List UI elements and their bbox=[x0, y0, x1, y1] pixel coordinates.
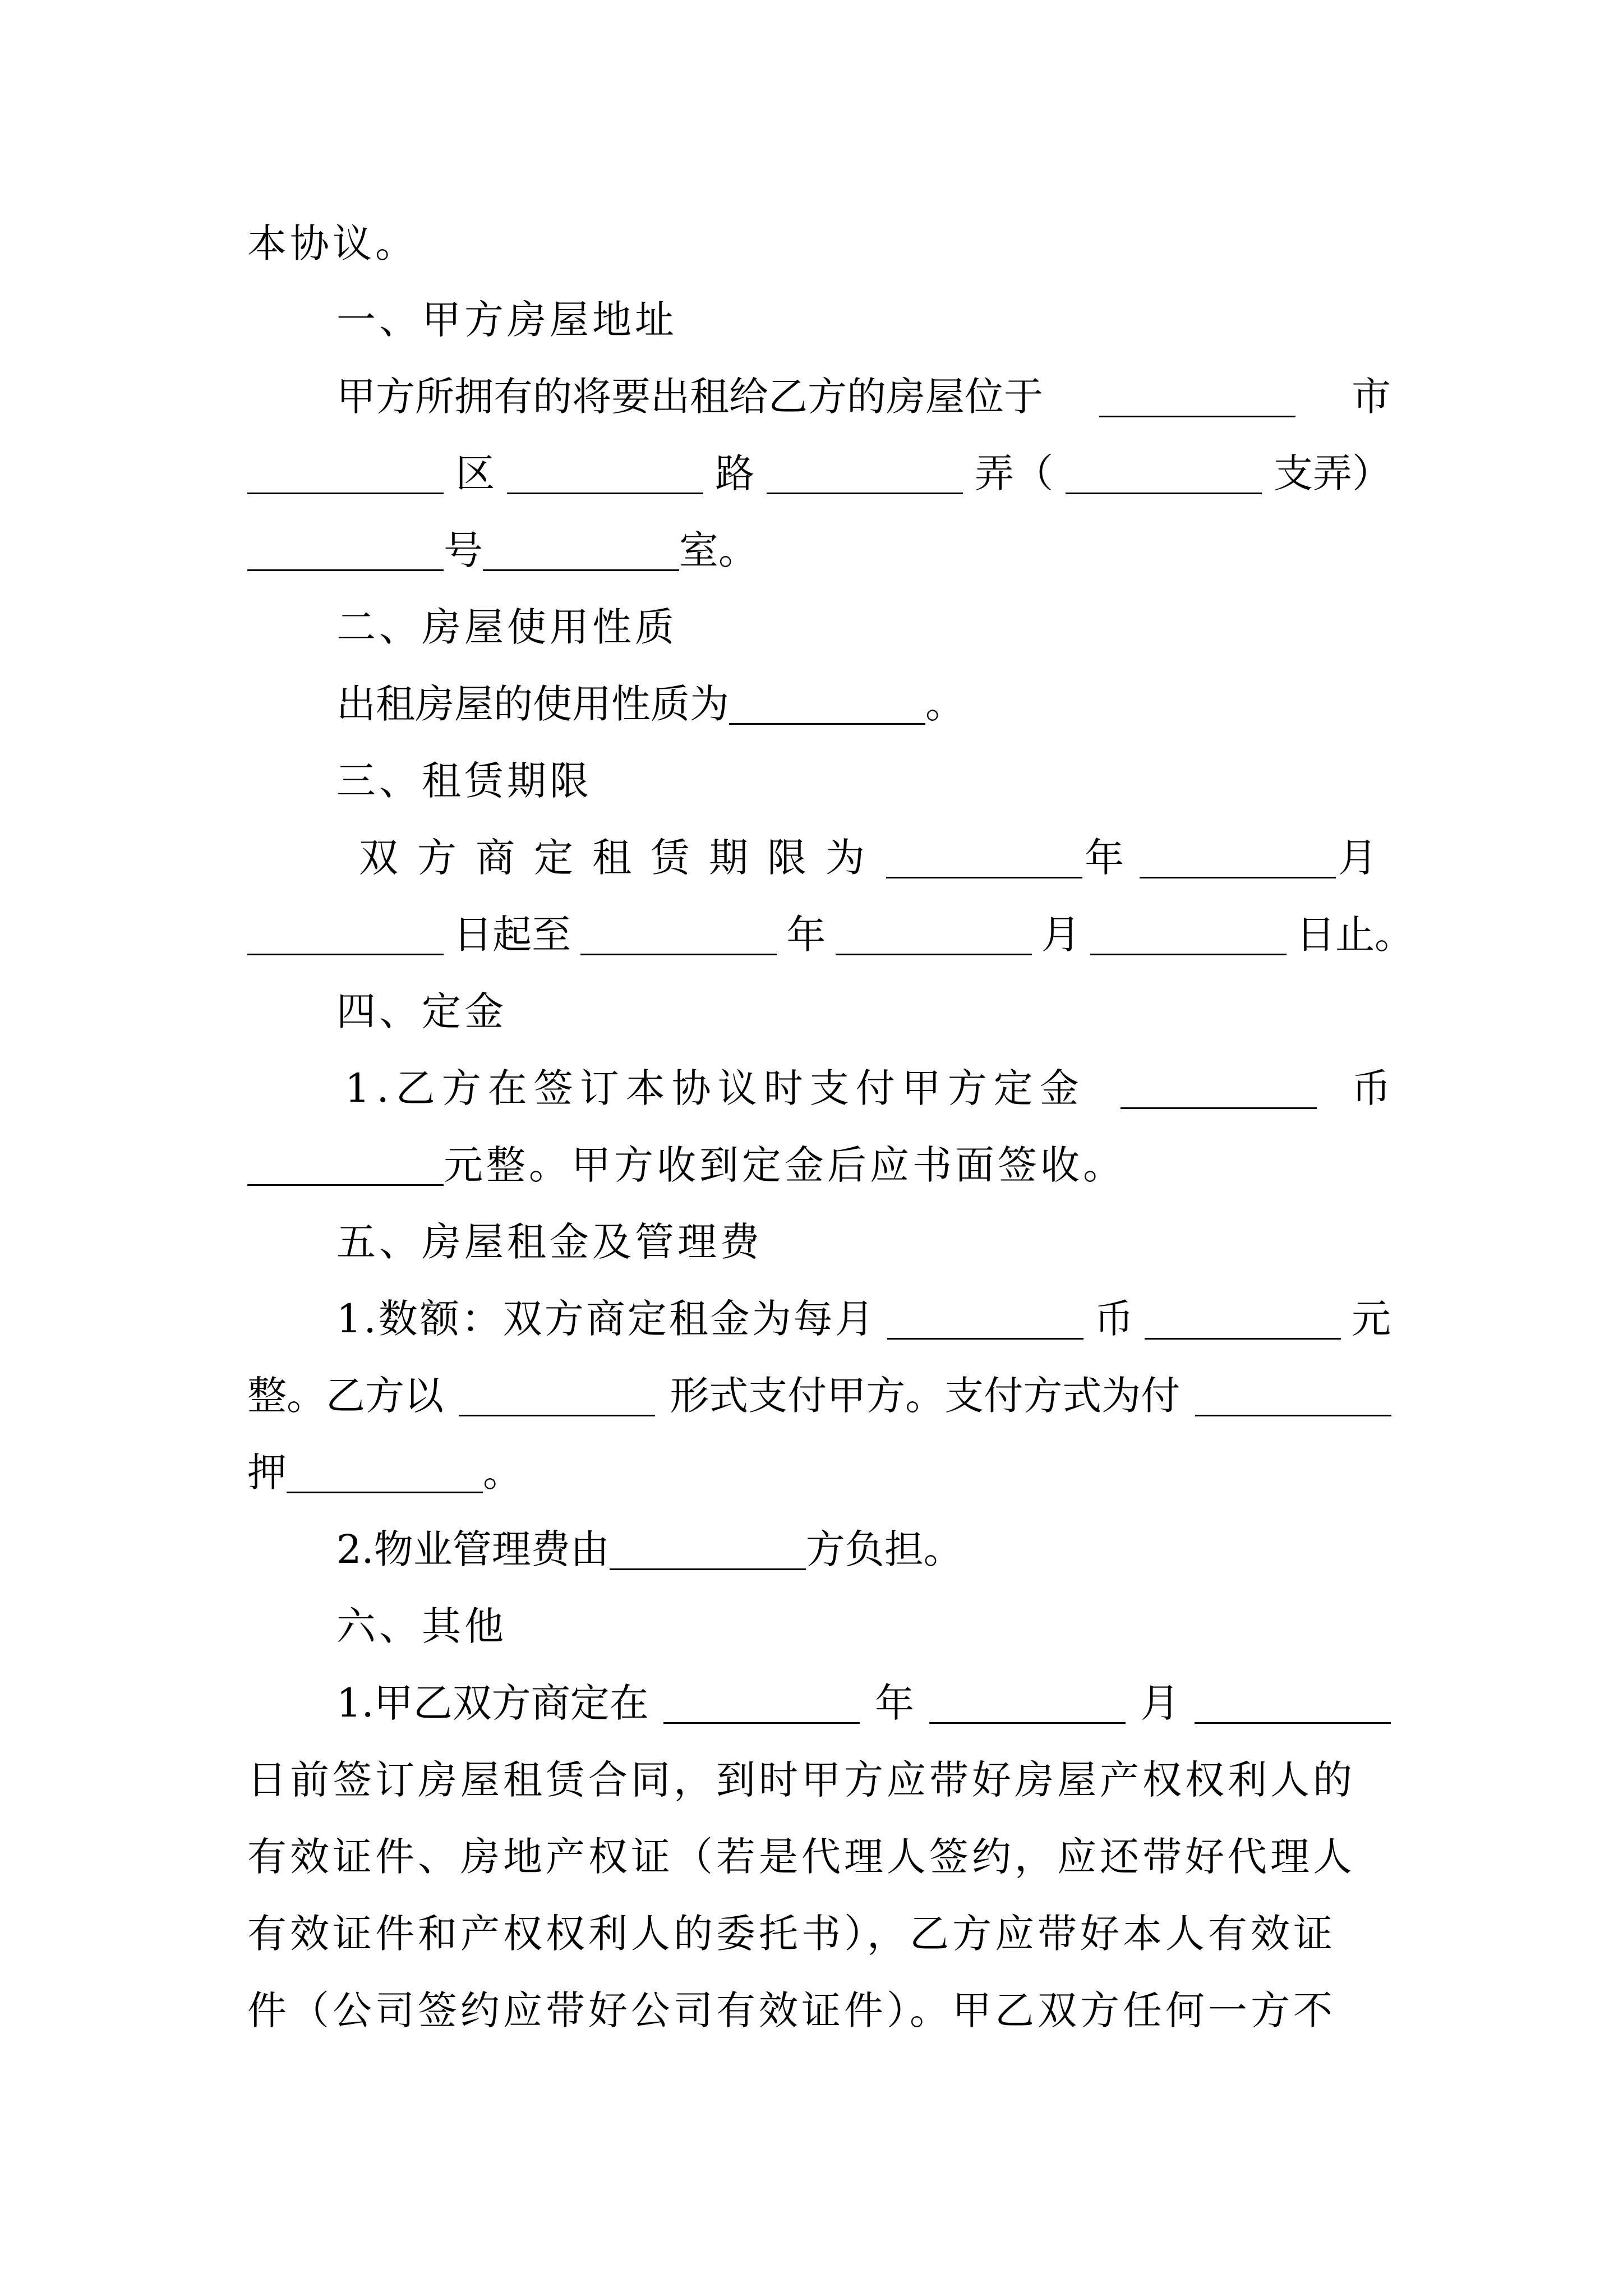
text-segment: 年 bbox=[786, 912, 826, 958]
fill-in-blank[interactable] bbox=[886, 838, 1082, 878]
text-segment: 本协议。 bbox=[247, 220, 418, 266]
text-segment: 1.数额：双方商定租金为每月 bbox=[336, 1296, 877, 1342]
text-segment: 日前签订房屋租赁合同，到时甲方应带好房屋产权权利人的 bbox=[247, 1757, 1355, 1803]
fill-in-blank[interactable] bbox=[1090, 914, 1287, 955]
section-heading-text: 六、其他 bbox=[336, 1603, 507, 1649]
fill-in-blank[interactable] bbox=[1066, 453, 1262, 494]
text-segment: 年 bbox=[875, 1680, 915, 1726]
section-heading-text: 四、定金 bbox=[336, 988, 507, 1034]
text-line bbox=[247, 895, 1414, 974]
text-segment: 号 bbox=[444, 527, 483, 573]
text-line bbox=[247, 1894, 1391, 1973]
text-line bbox=[247, 204, 1391, 283]
text-segment: 2.物业管理费由 bbox=[336, 1526, 610, 1572]
text-segment: 月 bbox=[1140, 1680, 1180, 1726]
fill-in-blank[interactable] bbox=[767, 453, 963, 494]
text-segment: 市 bbox=[1352, 374, 1391, 420]
text-segment: 有效证件、房地产权证（若是代理人签约，应还带好代理人 bbox=[247, 1834, 1355, 1880]
text-segment: 区 bbox=[455, 450, 495, 496]
fill-in-blank[interactable] bbox=[836, 914, 1032, 955]
text-line bbox=[247, 1818, 1391, 1896]
text-segment: 月 bbox=[1338, 835, 1391, 881]
text-segment: 路 bbox=[715, 450, 755, 496]
fill-in-blank[interactable] bbox=[507, 453, 703, 494]
fill-in-blank[interactable] bbox=[459, 1375, 655, 1416]
text-line bbox=[247, 1356, 1391, 1435]
text-line bbox=[247, 1741, 1391, 1819]
section-heading bbox=[336, 742, 1391, 820]
fill-in-blank[interactable] bbox=[287, 1452, 483, 1493]
section-heading bbox=[336, 972, 1391, 1051]
text-line bbox=[247, 434, 1391, 513]
text-segment: 年 bbox=[1085, 835, 1137, 881]
text-segment: 室。 bbox=[679, 527, 758, 573]
text-line bbox=[247, 1433, 1391, 1512]
text-line bbox=[336, 1510, 1391, 1589]
text-segment: 件（公司签约应带好公司有效证件）。甲乙双方任何一方不 bbox=[247, 1987, 1336, 2033]
section-heading-text: 三、租赁期限 bbox=[336, 758, 592, 804]
fill-in-blank[interactable] bbox=[1145, 1299, 1341, 1340]
text-segment: 月 bbox=[1041, 912, 1081, 958]
text-segment: 弄（ bbox=[975, 450, 1054, 496]
fill-in-blank[interactable] bbox=[247, 530, 444, 571]
text-line bbox=[345, 1049, 1391, 1128]
text-segment: 。 bbox=[925, 681, 965, 727]
text-line bbox=[336, 1280, 1391, 1358]
text-segment: 双方商定租赁期限为 bbox=[359, 835, 884, 881]
fill-in-blank[interactable] bbox=[887, 1299, 1083, 1340]
text-segment: 有效证件和产权权利人的委托书），乙方应带好本人有效证 bbox=[247, 1911, 1336, 1957]
text-segment: 。 bbox=[483, 1450, 522, 1496]
fill-in-blank[interactable] bbox=[610, 1529, 806, 1570]
text-segment: 元 bbox=[1351, 1296, 1391, 1342]
fill-in-blank[interactable] bbox=[1099, 376, 1295, 417]
fill-in-blank[interactable] bbox=[729, 684, 925, 725]
fill-in-blank[interactable] bbox=[1195, 1683, 1391, 1724]
fill-in-blank[interactable] bbox=[1140, 838, 1336, 878]
section-heading bbox=[336, 280, 1391, 359]
text-line bbox=[336, 665, 1391, 743]
fill-in-blank[interactable] bbox=[929, 1683, 1126, 1724]
fill-in-blank[interactable] bbox=[580, 914, 777, 955]
text-segment: 支弄） bbox=[1273, 450, 1391, 496]
fill-in-blank[interactable] bbox=[1121, 1068, 1317, 1109]
text-segment: 方负担。 bbox=[805, 1526, 963, 1572]
fill-in-blank[interactable] bbox=[483, 530, 679, 571]
text-segment: 元整。甲方收到定金后应书面签收。 bbox=[444, 1142, 1126, 1188]
fill-in-blank[interactable] bbox=[247, 914, 444, 955]
text-segment: 押 bbox=[247, 1450, 287, 1496]
section-heading bbox=[336, 1203, 1391, 1281]
section-heading bbox=[336, 1587, 1391, 1665]
fill-in-blank[interactable] bbox=[663, 1683, 860, 1724]
section-heading-text: 二、房屋使用性质 bbox=[336, 604, 677, 650]
text-line bbox=[336, 357, 1391, 436]
text-segment: 甲方所拥有的将要出租给乙方的房屋位于 bbox=[336, 374, 1043, 420]
text-segment: 币 bbox=[1351, 1065, 1391, 1111]
text-segment: 日止。 bbox=[1295, 912, 1414, 958]
text-segment: 币 bbox=[1094, 1296, 1134, 1342]
text-line bbox=[336, 1664, 1391, 1742]
text-line bbox=[247, 511, 1391, 590]
text-line bbox=[247, 1971, 1391, 2050]
fill-in-blank[interactable] bbox=[247, 453, 444, 494]
text-segment: 1.甲乙双方商定在 bbox=[336, 1680, 649, 1726]
text-segment: 1.乙方在签订本协议时支付甲方定金 bbox=[345, 1065, 1086, 1111]
fill-in-blank[interactable] bbox=[1195, 1375, 1391, 1416]
text-line bbox=[359, 818, 1391, 897]
section-heading-text: 五、房屋租金及管理费 bbox=[336, 1219, 763, 1265]
section-heading-text: 一、甲方房屋地址 bbox=[336, 297, 677, 343]
fill-in-blank[interactable] bbox=[247, 1145, 444, 1186]
section-heading bbox=[336, 588, 1391, 666]
text-segment: 出租房屋的使用性质为 bbox=[336, 681, 729, 727]
text-line bbox=[247, 1126, 1391, 1204]
text-segment: 整。乙方以 bbox=[247, 1373, 444, 1419]
text-segment: 日起至 bbox=[453, 912, 571, 958]
text-segment: 形式支付甲方。支付方式为付 bbox=[670, 1373, 1181, 1419]
